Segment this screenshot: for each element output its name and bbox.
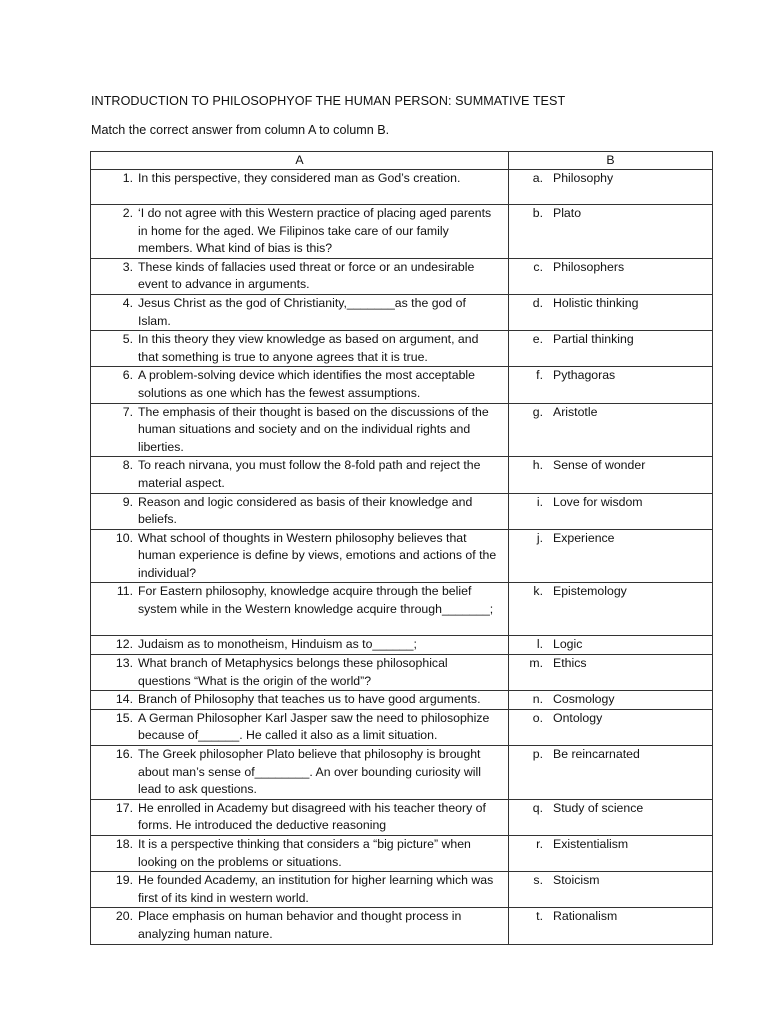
- answer-letter: t.: [536, 909, 543, 924]
- table-row: [91, 709, 713, 745]
- question-text: ‘I do not agree with this Western practice of placing aged parents in home for the aged. We Filipinos take care of our family members. What kind of bias is this?: [138, 206, 492, 256]
- question-cell: [91, 583, 509, 636]
- answer-text: Epistemology: [553, 584, 627, 599]
- question-number: 5.: [122, 332, 133, 347]
- page-title: INTRODUCTION TO PHILOSOPHYOF THE HUMAN PERSON: SUMMATIVE TEST: [91, 94, 566, 108]
- question-cell: [91, 367, 509, 403]
- question-text: What school of thoughts in Western philosophy believes that human experience is define by views, emotions and actions of the individual?: [138, 530, 497, 580]
- question-text: The Greek philosopher Plato believe that philosophy is brought about man’s sense of________. An over bounding curiosity will lead to ask questions.: [138, 747, 481, 797]
- answer-text: Ontology: [553, 710, 603, 725]
- question-text: A German Philosopher Karl Jasper saw the need to philosophize because of______. He called it also as a limit situation.: [138, 710, 490, 743]
- table-row: [91, 529, 713, 583]
- answer-letter: e.: [532, 332, 543, 347]
- answer-letter: j.: [536, 530, 543, 545]
- question-number: 15.: [115, 710, 133, 725]
- table-row: [91, 583, 713, 636]
- question-text: A problem-solving device which identifies the most acceptable solutions as one which has the fewest assumptions.: [138, 368, 475, 400]
- answer-text: Philosophy: [553, 171, 614, 185]
- question-text: Branch of Philosophy that teaches us to have good arguments.: [138, 692, 481, 707]
- question-number: 19.: [115, 873, 133, 888]
- answer-text: Experience: [553, 530, 615, 545]
- answer-text: Sense of wonder: [553, 458, 646, 473]
- answer-letter: o.: [532, 710, 543, 725]
- answer-letter: i.: [536, 494, 543, 509]
- answer-cell: [509, 294, 713, 330]
- question-text: These kinds of fallacies used threat or force or an undesirable event to advance in arguments.: [138, 259, 475, 292]
- question-number: 11.: [116, 584, 133, 599]
- table-row: [91, 836, 713, 872]
- answer-letter: n.: [532, 692, 543, 707]
- answer-text: Stoicism: [553, 873, 600, 888]
- question-number: 7.: [122, 404, 133, 419]
- table-row: [91, 655, 713, 691]
- answer-cell: [509, 493, 713, 529]
- matching-table: [90, 151, 713, 945]
- question-text: To reach nirvana, you must follow the 8-fold path and reject the material aspect.: [138, 458, 481, 490]
- question-cell: [91, 403, 509, 457]
- question-number: 10.: [115, 530, 133, 545]
- question-number: 18.: [115, 837, 133, 851]
- question-cell: [91, 709, 509, 745]
- table-row: [91, 746, 713, 800]
- answer-cell: [509, 403, 713, 457]
- question-number: 1.: [122, 171, 133, 185]
- answer-cell: [509, 205, 713, 259]
- answer-cell: [509, 457, 713, 493]
- table-header-row: [91, 152, 713, 170]
- answer-letter: f.: [536, 368, 543, 383]
- answer-text: Rationalism: [553, 909, 618, 924]
- answer-letter: h.: [532, 458, 543, 473]
- question-number: 9.: [122, 494, 133, 509]
- answer-text: Philosophers: [553, 259, 625, 274]
- question-number: 16.: [115, 747, 133, 762]
- question-number: 12.: [115, 637, 133, 652]
- table-row: [91, 258, 713, 294]
- question-number: 3.: [122, 259, 133, 274]
- answer-text: Plato: [553, 206, 582, 220]
- answer-text: Cosmology: [553, 692, 615, 707]
- question-text: The emphasis of their thought is based on the discussions of the human situations and society and on the individual rights and liberties.: [138, 404, 489, 454]
- question-cell: [91, 258, 509, 294]
- table-row: [91, 457, 713, 493]
- answer-letter: b.: [532, 206, 543, 220]
- answer-text: Love for wisdom: [553, 494, 643, 509]
- table-row: [91, 367, 713, 403]
- question-cell: [91, 746, 509, 800]
- answer-cell: [509, 799, 713, 835]
- table-row: [91, 294, 713, 330]
- answer-letter: r.: [536, 837, 543, 851]
- question-text: Judaism as to monotheism, Hinduism as to______;: [138, 637, 417, 652]
- table-row: [91, 493, 713, 529]
- answer-letter: k.: [533, 584, 543, 599]
- table-row: [91, 403, 713, 457]
- question-number: 6.: [122, 368, 133, 383]
- answer-text: Pythagoras: [553, 368, 616, 383]
- answer-cell: [509, 655, 713, 691]
- answer-cell: [509, 331, 713, 367]
- instructions: Match the correct answer from column A to column B.: [91, 123, 390, 137]
- question-number: 4.: [122, 295, 133, 310]
- answer-text: Aristotle: [553, 404, 598, 419]
- question-cell: [91, 205, 509, 259]
- answer-letter: q.: [532, 800, 543, 815]
- answer-text: Holistic thinking: [553, 295, 639, 310]
- question-text: In this perspective, they considered man as God’s creation.: [138, 171, 461, 185]
- answer-cell: [509, 636, 713, 655]
- table-row: [91, 799, 713, 835]
- table-row: [91, 691, 713, 710]
- question-cell: [91, 799, 509, 835]
- question-text: Jesus Christ as the god of Christianity,_______as the god of Islam.: [138, 295, 466, 328]
- question-text: Place emphasis on human behavior and thought process in analyzing human nature.: [138, 909, 462, 941]
- answer-cell: [509, 367, 713, 403]
- question-cell: [91, 908, 509, 944]
- question-text: In this theory they view knowledge as based on argument, and that something is true to anyone agrees that it is true.: [138, 332, 479, 364]
- answer-cell: [509, 258, 713, 294]
- table-row: [91, 170, 713, 205]
- question-cell: [91, 655, 509, 691]
- answer-letter: m.: [529, 656, 543, 671]
- question-cell: [91, 636, 509, 655]
- question-number: 17.: [115, 800, 133, 815]
- question-text: Reason and logic considered as basis of their knowledge and beliefs.: [138, 494, 473, 527]
- question-number: 20.: [115, 909, 133, 924]
- question-number: 8.: [122, 458, 133, 473]
- answer-text: Existentialism: [553, 837, 629, 851]
- question-cell: [91, 493, 509, 529]
- table-row: [91, 205, 713, 259]
- question-cell: [91, 294, 509, 330]
- question-number: 13.: [115, 656, 133, 671]
- question-text: He founded Academy, an institution for higher learning which was first of its kind in western world.: [138, 873, 494, 905]
- answer-letter: a.: [532, 171, 543, 185]
- question-text: What branch of Metaphysics belongs these philosophical questions “What is the origin of the world”?: [138, 656, 448, 688]
- answer-text: Study of science: [553, 800, 644, 815]
- answer-letter: g.: [532, 404, 543, 419]
- answer-cell: [509, 908, 713, 944]
- table-row: [91, 636, 713, 655]
- question-cell: [91, 691, 509, 710]
- answer-cell: [509, 583, 713, 636]
- question-cell: [91, 872, 509, 908]
- answer-text: Ethics: [553, 656, 587, 671]
- question-text: It is a perspective thinking that considers a “big picture” when looking on the problems or situations.: [138, 837, 471, 869]
- column-a-header: A: [91, 152, 509, 170]
- answer-cell: [509, 836, 713, 872]
- answer-letter: d.: [532, 295, 543, 310]
- answer-letter: l.: [536, 637, 543, 652]
- table-body: [91, 170, 713, 945]
- answer-cell: [509, 872, 713, 908]
- question-cell: [91, 457, 509, 493]
- answer-text: Be reincarnated: [553, 747, 640, 762]
- column-b-header: B: [509, 152, 713, 170]
- question-number: 14.: [115, 692, 133, 707]
- answer-letter: c.: [533, 259, 543, 274]
- answer-cell: [509, 746, 713, 800]
- question-cell: [91, 529, 509, 583]
- table-row: [91, 872, 713, 908]
- answer-cell: [509, 709, 713, 745]
- question-cell: [91, 170, 509, 205]
- question-cell: [91, 331, 509, 367]
- answer-letter: p.: [532, 747, 543, 762]
- question-cell: [91, 836, 509, 872]
- question-number: 2.: [122, 206, 133, 220]
- answer-cell: [509, 170, 713, 205]
- table-row: [91, 331, 713, 367]
- question-text: For Eastern philosophy, knowledge acquire through the belief system while in the Western knowledge acquire through_______;: [138, 584, 494, 617]
- answer-cell: [509, 529, 713, 583]
- answer-text: Logic: [553, 637, 583, 652]
- question-text: He enrolled in Academy but disagreed with his teacher theory of forms. He introduced the deductive reasoning: [138, 800, 486, 833]
- answer-cell: [509, 691, 713, 710]
- table-row: [91, 908, 713, 944]
- answer-letter: s.: [533, 873, 543, 888]
- answer-text: Partial thinking: [553, 332, 634, 347]
